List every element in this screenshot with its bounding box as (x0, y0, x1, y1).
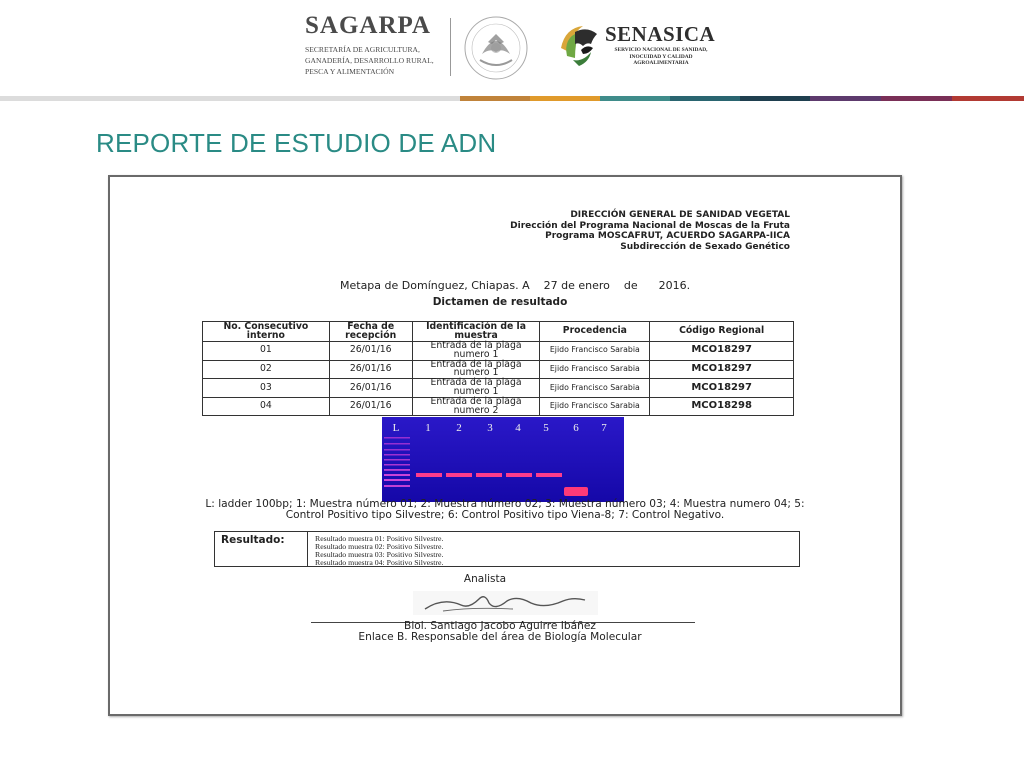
lane-label: 6 (573, 422, 579, 434)
color-stripe-5 (740, 96, 810, 101)
lane-label: 5 (543, 422, 549, 434)
cell-consecutivo: 01 (203, 342, 330, 361)
table-row (203, 397, 794, 416)
header-gray-line (0, 96, 460, 101)
cell-consecutivo: 03 (203, 379, 330, 398)
lane-label: L (392, 422, 400, 434)
logo-divider (450, 18, 451, 76)
band-lane-6 (564, 487, 588, 496)
band-lane-1 (416, 473, 442, 477)
date-line: Metapa de Domínguez, Chiapas. A 27 de enero de 2016. (340, 279, 691, 292)
color-stripe-8 (952, 96, 1024, 101)
col-header-procedencia: Procedencia (540, 322, 650, 342)
table-row (203, 342, 794, 361)
resultado-line: Resultado muestra 03: Positivo Silvestre. (315, 550, 444, 559)
resultado-label: Resultado: (221, 534, 285, 546)
col-header-fecha: Fecha de recepción (329, 322, 412, 342)
col-header-codigo: Código Regional (650, 322, 794, 342)
color-stripe-7 (881, 96, 952, 101)
page-title: REPORTE DE ESTUDIO DE ADN (96, 128, 497, 158)
color-stripe-2 (530, 96, 600, 101)
handwritten-signature (413, 591, 598, 615)
cell-consecutivo: 02 (203, 360, 330, 379)
color-stripe-6 (810, 96, 881, 101)
electrophoresis-gel-image (382, 417, 624, 502)
cell-procedencia: Ejido Francisco Sarabia (540, 397, 650, 416)
color-stripe-1 (460, 96, 530, 101)
table-row (203, 360, 794, 379)
band-lane-3 (476, 473, 502, 477)
samples-table (202, 321, 794, 416)
cell-codigo: MCO18297 (650, 360, 794, 379)
scanned-report (108, 175, 902, 716)
color-stripe-4 (670, 96, 740, 101)
cell-codigo: MCO18297 (650, 342, 794, 361)
resultado-line: Resultado muestra 01: Positivo Silvestre. (315, 534, 444, 543)
gel-legend: L: ladder 100bp; 1: Muestra número 01; 2: Muestra número 02; 3: Muestra número 03; 4: Muestra numero 04; 5: Control Positivo tipo Silvestre; 6: Control Positivo tipo Viena-8; 7: Control Negativo. (205, 498, 805, 521)
dictamen-title: Dictamen de resultado (432, 296, 568, 308)
color-stripe-3 (600, 96, 670, 101)
cell-codigo: MCO18297 (650, 379, 794, 398)
sagarpa-name: SAGARPA (305, 12, 431, 39)
resultado-line: Resultado muestra 02: Positivo Silvestre. (315, 542, 444, 551)
sagarpa-subtitle: SECRETARÍA DE AGRICULTURA, GANADERÍA, DESARROLLO RURAL, PESCA Y ALIMENTACIÓN (305, 45, 434, 76)
band-lane-2 (446, 473, 472, 477)
resultado-lines (315, 535, 443, 567)
analista-label: Analista (463, 573, 507, 585)
lane-label: 4 (515, 422, 521, 434)
sagarpa-logo (305, 12, 445, 77)
col-header-identificacion: Identificación de la muestra (412, 322, 540, 342)
lane-label: 7 (601, 422, 607, 434)
lane-label: 1 (425, 422, 431, 434)
band-lane-4 (506, 473, 532, 477)
senasica-logo (605, 23, 717, 67)
cell-procedencia: Ejido Francisco Sarabia (540, 342, 650, 361)
cell-fecha: 26/01/16 (329, 360, 412, 379)
signer-block (110, 621, 900, 643)
col-header-consecutivo: No. Consecutivo interno (203, 322, 330, 342)
senasica-emblem-icon (557, 22, 601, 68)
header-bar (0, 0, 1024, 96)
cell-procedencia: Ejido Francisco Sarabia (540, 379, 650, 398)
cell-identificacion: Entrada de la plaga numero 2 (412, 397, 540, 416)
resultado-line: Resultado muestra 04: Positivo Silvestre. (315, 558, 444, 567)
table-header-row (203, 322, 794, 342)
signer-name: Biol. Santiago Jacobo Aguirre Ibáñez (404, 620, 596, 632)
cell-identificacion: Entrada de la plaga numero 1 (412, 342, 540, 361)
institution-header: DIRECCIÓN GENERAL DE SANIDAD VEGETAL Dirección del Programa Nacional de Moscas de la Fruta Programa MOSCAFRUT, ACUERDO SAGARPA-IICA Subdirección de Sexado Genético (510, 210, 790, 252)
cell-identificacion: Entrada de la plaga numero 1 (412, 379, 540, 398)
senasica-subtitle: SERVICIO NACIONAL DE SANIDAD, INOCUIDAD Y CALIDAD AGROALIMENTARIA (614, 47, 708, 66)
band-lane-5 (536, 473, 562, 477)
resultado-divider (307, 532, 308, 566)
mexican-seal-icon (462, 14, 530, 82)
cell-procedencia: Ejido Francisco Sarabia (540, 360, 650, 379)
cell-consecutivo: 04 (203, 397, 330, 416)
cell-fecha: 26/01/16 (329, 342, 412, 361)
table-row (203, 379, 794, 398)
cell-fecha: 26/01/16 (329, 379, 412, 398)
cell-identificacion: Entrada de la plaga numero 1 (412, 360, 540, 379)
cell-fecha: 26/01/16 (329, 397, 412, 416)
cell-codigo: MCO18298 (650, 397, 794, 416)
resultado-box (214, 531, 800, 567)
signer-role: Enlace B. Responsable del área de Biología Molecular (358, 631, 642, 643)
senasica-name: SENASICA (605, 22, 716, 46)
lane-label: 2 (456, 422, 462, 434)
lane-label: 3 (487, 422, 493, 434)
